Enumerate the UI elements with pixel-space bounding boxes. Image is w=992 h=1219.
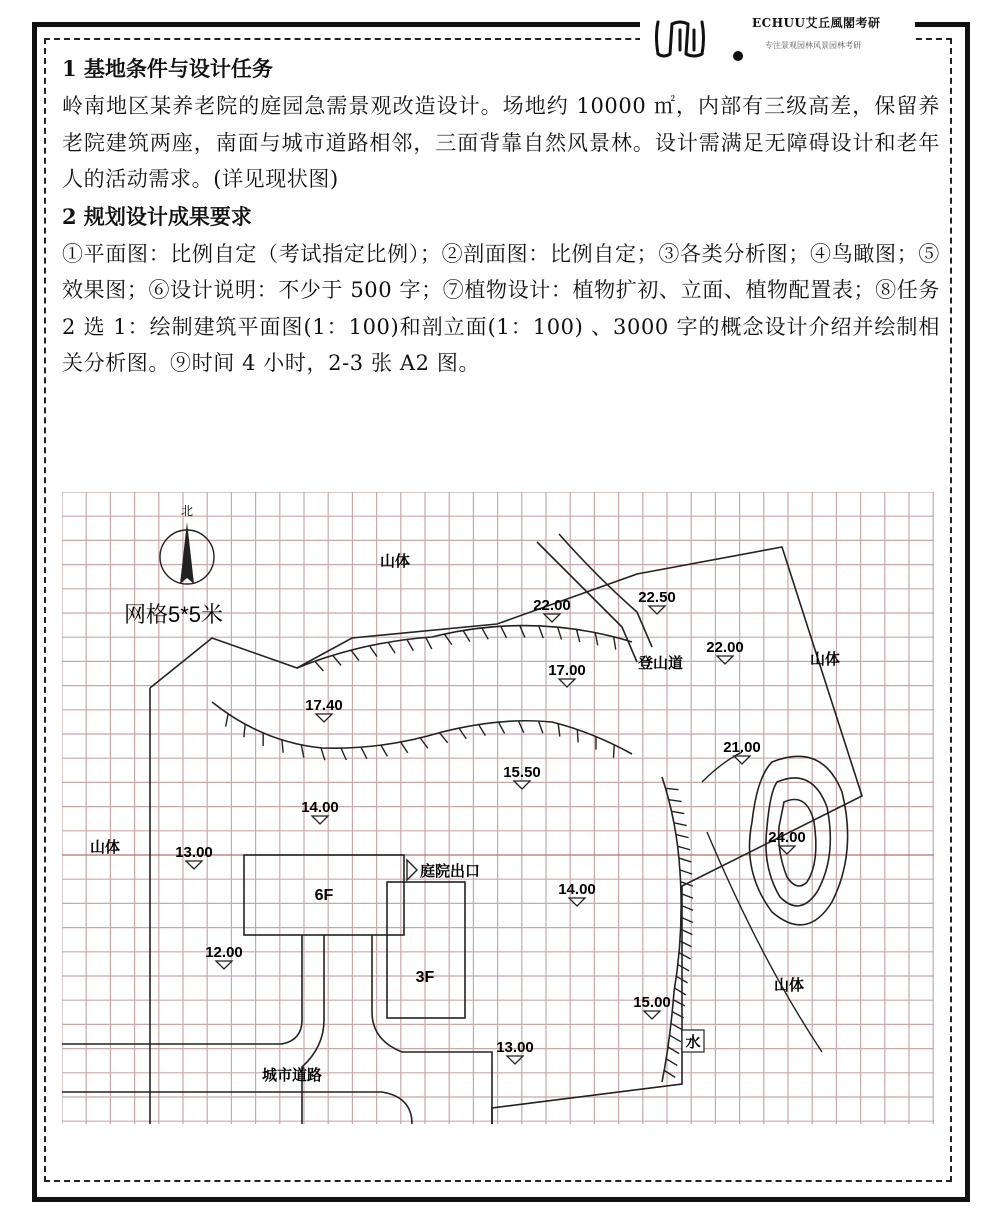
slope-hatch (538, 721, 542, 733)
north-arrow-icon (160, 522, 214, 584)
elevation-marker-icon (734, 756, 750, 764)
slope-hatch (664, 1070, 675, 1077)
slope-hatch (407, 639, 413, 650)
north-label: 北 (180, 504, 194, 518)
slope-hatch (381, 745, 388, 756)
elevation-label: 15.00 (633, 994, 671, 1011)
elevation-label: 12.00 (205, 944, 243, 961)
elevation-label: 13.00 (496, 1039, 534, 1056)
elevation-marker-icon (569, 898, 585, 906)
slope-hatch (674, 823, 687, 826)
slope-hatch (518, 721, 523, 733)
elevation-label: 21.00 (723, 739, 761, 756)
slope-hatch (672, 811, 685, 813)
elevation-marker-icon (717, 656, 733, 664)
slope-hatch (444, 634, 451, 645)
label-water: 水 (685, 1034, 701, 1051)
slope-hatch (333, 655, 341, 665)
slope-hatch (244, 724, 245, 737)
slope-hatch (401, 742, 408, 753)
elevation-label: 15.50 (503, 764, 541, 781)
label-courtyard-exit: 庭院出口 (420, 863, 481, 880)
east-ridge-line (702, 752, 822, 1052)
slope-hatch (679, 953, 690, 959)
slope-hatch (226, 714, 229, 727)
elevation-marker-icon (644, 1011, 660, 1019)
label-mountain-left: 山体 (90, 839, 121, 856)
slope-hatch (388, 642, 395, 653)
label-mountain-right-upper: 山体 (810, 651, 841, 668)
elevation-label: 14.00 (558, 881, 596, 898)
elevation-label: 24.00 (768, 829, 806, 846)
slope-hatch (499, 722, 505, 733)
slope-hatch (613, 745, 614, 758)
slope-hatch (679, 858, 691, 862)
elevation-marker-icon (779, 846, 795, 854)
slope-hatch (680, 870, 692, 874)
logo-tagline: 专注景观园林风景园林考研 (765, 41, 861, 50)
slope-hatch (577, 629, 580, 642)
section1-body: 岭南地区某养老院的庭园急需景观改造设计。场地约 10000 ㎡，内部有三级高差，保留养老院建筑两座，南面与城市道路相邻，三面背靠自然风景林。设计需满足无障碍设计和老年人的活动需求。(详见现状图) (62, 94, 940, 191)
label-city-road: 城市道路 (262, 1067, 323, 1084)
elevation-label: 17.40 (305, 697, 343, 714)
elevation-label: 22.00 (533, 597, 571, 614)
slope-hatch (614, 637, 616, 650)
building-3f (387, 882, 465, 1018)
slope-hatch (539, 626, 543, 638)
slope-hatch (676, 835, 689, 838)
elevation-marker-icon (216, 961, 232, 969)
label-mountain-right-lower: 山体 (774, 977, 805, 994)
slope-hatch (678, 965, 689, 971)
slope-hatch (666, 1059, 677, 1066)
elevation-markers (175, 589, 806, 1064)
slope-hatch (678, 846, 691, 849)
slope-hatch (370, 646, 377, 657)
elevation-marker-icon (507, 1056, 523, 1064)
grid-scale-note: 网格5*5米 (124, 602, 224, 627)
label-mountain-top: 山体 (380, 553, 411, 570)
elevation-marker-icon (514, 781, 530, 789)
slope-hatch (577, 730, 578, 743)
slope-hatch (675, 988, 686, 995)
slope-hatch (282, 740, 283, 753)
elevation-marker-icon (186, 861, 202, 869)
slope-hatch (670, 1035, 681, 1041)
elevation-label: 22.50 (638, 589, 676, 606)
site-plan-map (62, 492, 934, 1124)
task-text (62, 50, 940, 382)
slope-hatch (361, 747, 367, 759)
slope-hatch (595, 633, 597, 646)
site-boundary-north (150, 547, 862, 1124)
slope-hatch (669, 800, 682, 802)
section1-heading: 1 基地条件与设计任务 (62, 56, 273, 81)
slope-hatch (501, 626, 507, 638)
slope-hatch (463, 631, 470, 642)
elevation-label: 17.00 (548, 662, 586, 679)
logo-brand-name: ECHUU艾丘風閣考研 (752, 16, 881, 30)
elevation-label: 22.00 (706, 639, 744, 656)
building-3f-label: 3F (415, 969, 435, 986)
elevation-label: 14.00 (301, 799, 339, 816)
exit-arrow-icon (407, 860, 417, 880)
label-hiking-path: 登山道 (638, 655, 684, 672)
elevation-marker-icon (316, 714, 332, 722)
building-6f-label: 6F (314, 887, 334, 904)
elevation-marker-icon (312, 816, 328, 824)
slope-hatching (226, 626, 694, 1078)
slope-hatch (420, 738, 428, 748)
section2-body: ①平面图：比例自定（考试指定比例）；②剖面图：比例自定；③各类分析图；④鸟瞰图；⑤效果图；⑥设计说明：不少于 500 字；⑦植物设计：植物扩初、立面、植物配置表；⑧任务 2 选 1：绘制建筑平面图(1：100)和剖立面(1：100) 、3000 字的概念设计介绍并绘制相关分析图。⑨时间 4 小时，2-3 张 A2 图。 (62, 241, 940, 375)
elevation-label: 13.00 (175, 844, 213, 861)
access-road (62, 935, 492, 1124)
slope-hatch (426, 637, 432, 649)
slope-hatch (315, 661, 324, 671)
grid-lines (62, 492, 934, 1124)
section2-heading: 2 规划设计成果要求 (62, 203, 252, 229)
slope-hatch (668, 1047, 679, 1054)
